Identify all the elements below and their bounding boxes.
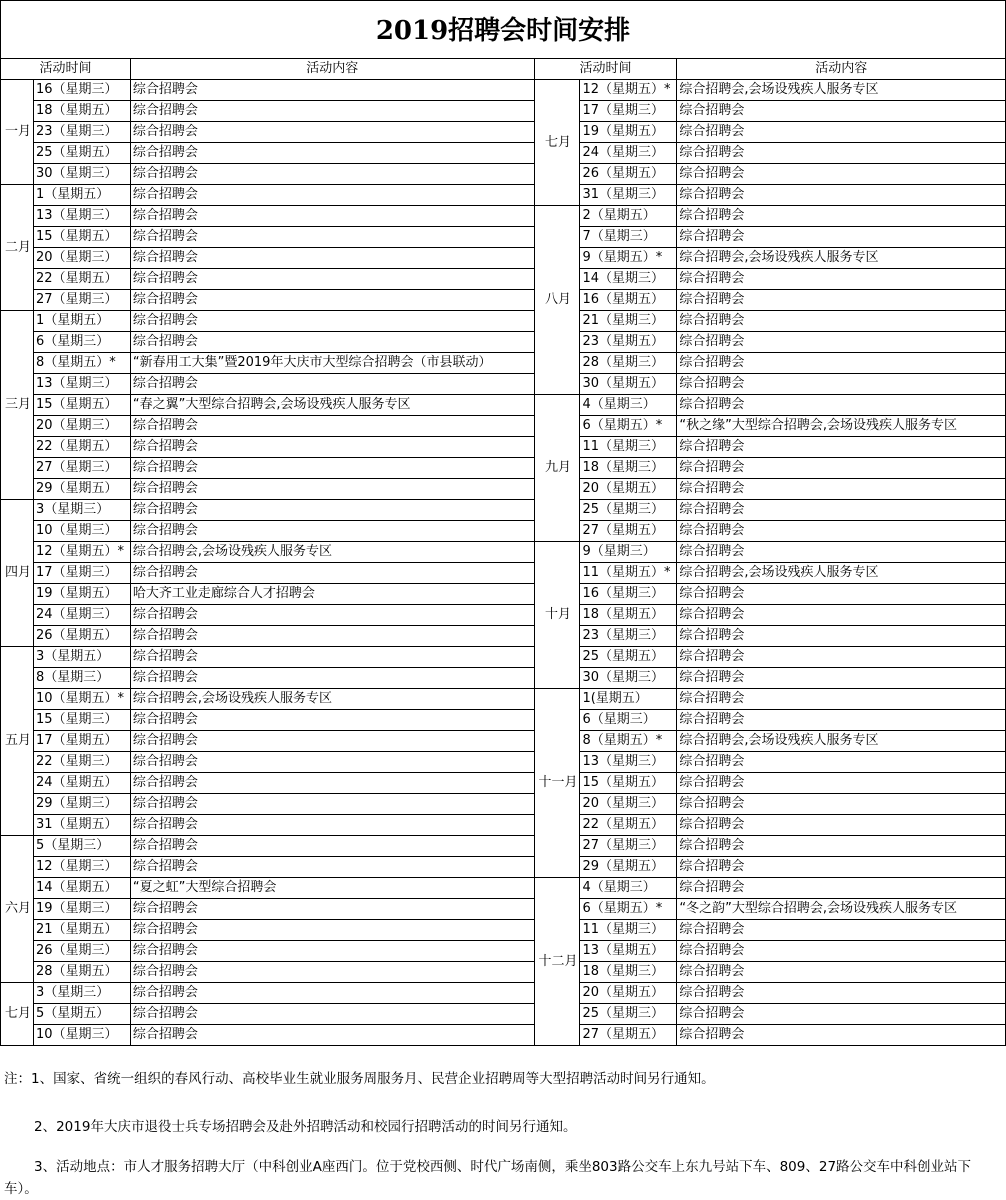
content-cell-right: 综合招聘会 [677, 437, 1006, 458]
date-cell-right: 14（星期三） [580, 269, 677, 290]
date-cell-left: 10（星期三） [33, 1025, 130, 1046]
content-cell-right: 综合招聘会 [677, 500, 1006, 521]
table-row [1, 899, 1006, 920]
content-cell-right: 综合招聘会 [677, 815, 1006, 836]
content-cell-left: 综合招聘会 [130, 80, 534, 101]
table-row [1, 1004, 1006, 1025]
content-cell-left: 综合招聘会 [130, 983, 534, 1004]
content-cell-left: 综合招聘会,会场设残疾人服务专区 [130, 689, 534, 710]
date-cell-left: 20（星期三） [33, 416, 130, 437]
table-row [1, 353, 1006, 374]
content-cell-left: 综合招聘会 [130, 794, 534, 815]
table-row [1, 542, 1006, 563]
month-cell-left: 六月 [1, 836, 34, 983]
date-cell-right: 26（星期五） [580, 164, 677, 185]
content-cell-left: 综合招聘会 [130, 920, 534, 941]
content-cell-right: 综合招聘会 [677, 920, 1006, 941]
table-row [1, 101, 1006, 122]
content-cell-right: 综合招聘会 [677, 311, 1006, 332]
content-cell-right: 综合招聘会 [677, 962, 1006, 983]
content-cell-left: 综合招聘会 [130, 626, 534, 647]
content-cell-left: 综合招聘会 [130, 206, 534, 227]
date-cell-left: 30（星期三） [33, 164, 130, 185]
date-cell-left: 8（星期三） [33, 668, 130, 689]
date-cell-left: 26（星期三） [33, 941, 130, 962]
content-cell-right: 综合招聘会,会场设残疾人服务专区 [677, 563, 1006, 584]
date-cell-left: 22（星期五） [33, 437, 130, 458]
content-cell-right: 综合招聘会 [677, 605, 1006, 626]
date-cell-right: 2（星期五） [580, 206, 677, 227]
content-cell-right: 综合招聘会 [677, 164, 1006, 185]
month-cell-right: 九月 [534, 395, 580, 542]
date-cell-right: 18（星期三） [580, 962, 677, 983]
date-cell-right: 19（星期五） [580, 122, 677, 143]
month-cell-left: 五月 [1, 647, 34, 836]
date-cell-right: 9（星期三） [580, 542, 677, 563]
content-cell-right: 综合招聘会 [677, 143, 1006, 164]
month-cell-right: 七月 [534, 80, 580, 206]
date-cell-right: 23（星期五） [580, 332, 677, 353]
content-cell-right: 综合招聘会 [677, 689, 1006, 710]
content-cell-left: 综合招聘会 [130, 836, 534, 857]
date-cell-right: 18（星期五） [580, 605, 677, 626]
date-cell-right: 11（星期三） [580, 920, 677, 941]
date-cell-right: 16（星期三） [580, 584, 677, 605]
date-cell-left: 15（星期五） [33, 395, 130, 416]
table-row [1, 815, 1006, 836]
content-cell-right: 综合招聘会 [677, 122, 1006, 143]
date-cell-right: 6（星期三） [580, 710, 677, 731]
date-cell-right: 27（星期五） [580, 1025, 677, 1046]
month-cell-right: 十二月 [534, 878, 580, 1046]
table-row [1, 794, 1006, 815]
table-row [1, 479, 1006, 500]
content-cell-right: 综合招聘会 [677, 1004, 1006, 1025]
table-row [1, 731, 1006, 752]
content-cell-left: 综合招聘会 [130, 563, 534, 584]
table-row [1, 521, 1006, 542]
date-cell-left: 10（星期五）* [33, 689, 130, 710]
date-cell-right: 29（星期五） [580, 857, 677, 878]
page-title: 2019招聘会时间安排 [375, 16, 631, 46]
date-cell-left: 8（星期五）* [33, 353, 130, 374]
month-cell-left: 二月 [1, 185, 34, 311]
content-cell-left: “春之翼”大型综合招聘会,会场设残疾人服务专区 [130, 395, 534, 416]
content-cell-right: 综合招聘会 [677, 479, 1006, 500]
date-cell-right: 13（星期五） [580, 941, 677, 962]
date-cell-left: 13（星期三） [33, 206, 130, 227]
date-cell-left: 20（星期三） [33, 248, 130, 269]
content-cell-left: 综合招聘会 [130, 374, 534, 395]
content-cell-right: 综合招聘会 [677, 626, 1006, 647]
date-cell-left: 31（星期五） [33, 815, 130, 836]
content-cell-left: 综合招聘会 [130, 1004, 534, 1025]
date-cell-left: 24（星期五） [33, 773, 130, 794]
table-row [1, 416, 1006, 437]
content-cell-right: 综合招聘会,会场设残疾人服务专区 [677, 80, 1006, 101]
date-cell-right: 7（星期三） [580, 227, 677, 248]
content-cell-right: 综合招聘会 [677, 353, 1006, 374]
date-cell-left: 22（星期五） [33, 269, 130, 290]
note-2: 2、2019年大庆市退役士兵专场招聘会及赴外招聘活动和校园行招聘活动的时间另行通知。 [34, 1119, 577, 1135]
month-cell-right: 八月 [534, 206, 580, 395]
date-cell-left: 28（星期五） [33, 962, 130, 983]
content-cell-right: 综合招聘会 [677, 101, 1006, 122]
date-cell-right: 21（星期三） [580, 311, 677, 332]
content-cell-right: 综合招聘会 [677, 1025, 1006, 1046]
table-row [1, 941, 1006, 962]
table-row [1, 710, 1006, 731]
content-cell-right: 综合招聘会 [677, 941, 1006, 962]
content-cell-right: 综合招聘会 [677, 374, 1006, 395]
table-row [1, 983, 1006, 1004]
date-cell-left: 21（星期五） [33, 920, 130, 941]
month-cell-left: 一月 [1, 80, 34, 185]
date-cell-right: 1(星期五） [580, 689, 677, 710]
content-cell-right: “冬之韵”大型综合招聘会,会场设残疾人服务专区 [677, 899, 1006, 920]
table-row [1, 206, 1006, 227]
content-cell-right: 综合招聘会 [677, 857, 1006, 878]
table-row [1, 122, 1006, 143]
date-cell-left: 12（星期五）* [33, 542, 130, 563]
date-cell-right: 30（星期三） [580, 668, 677, 689]
date-cell-left: 19（星期五） [33, 584, 130, 605]
content-cell-left: 综合招聘会 [130, 227, 534, 248]
date-cell-right: 16（星期五） [580, 290, 677, 311]
date-cell-left: 22（星期三） [33, 752, 130, 773]
date-cell-right: 4（星期三） [580, 878, 677, 899]
month-cell-left: 四月 [1, 500, 34, 647]
content-cell-right: 综合招聘会 [677, 395, 1006, 416]
month-cell-right: 十月 [534, 542, 580, 689]
content-cell-left: 综合招聘会 [130, 416, 534, 437]
content-cell-right: 综合招聘会 [677, 794, 1006, 815]
schedule-table [0, 58, 1006, 1046]
content-cell-right: 综合招聘会 [677, 542, 1006, 563]
date-cell-left: 18（星期五） [33, 101, 130, 122]
content-cell-left: 综合招聘会 [130, 290, 534, 311]
header-time-right: 活动时间 [534, 59, 677, 80]
date-cell-left: 16（星期三） [33, 80, 130, 101]
content-cell-left: 综合招聘会 [130, 101, 534, 122]
content-cell-left: 综合招聘会 [130, 605, 534, 626]
date-cell-right: 27（星期五） [580, 521, 677, 542]
content-cell-right: 综合招聘会 [677, 584, 1006, 605]
date-cell-left: 14（星期五） [33, 878, 130, 899]
content-cell-left: 综合招聘会 [130, 815, 534, 836]
date-cell-left: 27（星期三） [33, 290, 130, 311]
date-cell-left: 3（星期三） [33, 983, 130, 1004]
content-cell-right: 综合招聘会 [677, 710, 1006, 731]
content-cell-left: 综合招聘会 [130, 857, 534, 878]
date-cell-left: 15（星期三） [33, 710, 130, 731]
content-cell-left: 综合招聘会 [130, 899, 534, 920]
content-cell-left: 综合招聘会,会场设残疾人服务专区 [130, 542, 534, 563]
date-cell-left: 3（星期五） [33, 647, 130, 668]
content-cell-right: 综合招聘会 [677, 521, 1006, 542]
date-cell-right: 20（星期三） [580, 794, 677, 815]
date-cell-right: 20（星期五） [580, 983, 677, 1004]
date-cell-right: 9（星期五）* [580, 248, 677, 269]
content-cell-right: “秋之缘”大型综合招聘会,会场设残疾人服务专区 [677, 416, 1006, 437]
table-row [1, 836, 1006, 857]
date-cell-right: 13（星期三） [580, 752, 677, 773]
date-cell-right: 24（星期三） [580, 143, 677, 164]
date-cell-left: 29（星期三） [33, 794, 130, 815]
date-cell-right: 12（星期五）* [580, 80, 677, 101]
date-cell-right: 18（星期三） [580, 458, 677, 479]
content-cell-left: 综合招聘会 [130, 458, 534, 479]
month-cell-left: 三月 [1, 311, 34, 500]
content-cell-left: 综合招聘会 [130, 941, 534, 962]
content-cell-left: 综合招聘会 [130, 479, 534, 500]
table-row [1, 962, 1006, 983]
table-row [1, 626, 1006, 647]
header-content-left: 活动内容 [130, 59, 534, 80]
table-row [1, 605, 1006, 626]
table-row [1, 311, 1006, 332]
table-row [1, 332, 1006, 353]
content-cell-left: 综合招聘会 [130, 122, 534, 143]
content-cell-left: 综合招聘会 [130, 521, 534, 542]
date-cell-right: 30（星期五） [580, 374, 677, 395]
date-cell-right: 6（星期五）* [580, 416, 677, 437]
table-header-row [1, 59, 1006, 80]
content-cell-right: 综合招聘会,会场设残疾人服务专区 [677, 248, 1006, 269]
date-cell-right: 11（星期五）* [580, 563, 677, 584]
date-cell-right: 28（星期三） [580, 353, 677, 374]
date-cell-right: 17（星期三） [580, 101, 677, 122]
content-cell-right: 综合招聘会 [677, 185, 1006, 206]
content-cell-left: 综合招聘会 [130, 143, 534, 164]
date-cell-left: 23（星期三） [33, 122, 130, 143]
date-cell-right: 6（星期五）* [580, 899, 677, 920]
date-cell-right: 25（星期三） [580, 500, 677, 521]
table-row [1, 689, 1006, 710]
content-cell-left: 综合招聘会 [130, 962, 534, 983]
date-cell-right: 25（星期三） [580, 1004, 677, 1025]
note-1: 注：1、国家、省统一组织的春风行动、高校毕业生就业服务周服务月、民营企业招聘周等大型招聘活动时间另行通知。 [4, 1071, 715, 1087]
table-row [1, 185, 1006, 206]
date-cell-right: 23（星期三） [580, 626, 677, 647]
content-cell-right: 综合招聘会 [677, 878, 1006, 899]
content-cell-right: 综合招聘会 [677, 647, 1006, 668]
content-cell-right: 综合招聘会 [677, 227, 1006, 248]
date-cell-left: 5（星期三） [33, 836, 130, 857]
date-cell-right: 31（星期三） [580, 185, 677, 206]
content-cell-right: 综合招聘会 [677, 458, 1006, 479]
date-cell-left: 1（星期五） [33, 311, 130, 332]
table-row [1, 920, 1006, 941]
date-cell-left: 17（星期三） [33, 563, 130, 584]
content-cell-left: “夏之虹”大型综合招聘会 [130, 878, 534, 899]
date-cell-right: 20（星期五） [580, 479, 677, 500]
date-cell-right: 8（星期五）* [580, 731, 677, 752]
date-cell-left: 12（星期三） [33, 857, 130, 878]
table-row [1, 647, 1006, 668]
content-cell-right: 综合招聘会 [677, 836, 1006, 857]
date-cell-left: 13（星期三） [33, 374, 130, 395]
date-cell-left: 25（星期五） [33, 143, 130, 164]
content-cell-left: “新春用工大集”暨2019年大庆市大型综合招聘会（市县联动） [130, 353, 534, 374]
date-cell-right: 11（星期三） [580, 437, 677, 458]
table-row [1, 500, 1006, 521]
date-cell-left: 3（星期三） [33, 500, 130, 521]
content-cell-right: 综合招聘会 [677, 773, 1006, 794]
content-cell-right: 综合招聘会 [677, 290, 1006, 311]
content-cell-left: 综合招聘会 [130, 437, 534, 458]
table-row [1, 164, 1006, 185]
date-cell-left: 24（星期三） [33, 605, 130, 626]
date-cell-left: 6（星期三） [33, 332, 130, 353]
content-cell-left: 综合招聘会 [130, 710, 534, 731]
content-cell-right: 综合招聘会 [677, 269, 1006, 290]
content-cell-right: 综合招聘会 [677, 668, 1006, 689]
date-cell-right: 22（星期五） [580, 815, 677, 836]
note-3: 3、活动地点：市人才服务招聘大厅（中科创业A座西门。位于党校西侧、时代广场南侧，乘坐803路公交车上东九号站下车、809、27路公交车中科创业站下车）。 [4, 1159, 972, 1197]
date-cell-left: 19（星期三） [33, 899, 130, 920]
month-cell-right: 十一月 [534, 689, 580, 878]
table-row [1, 857, 1006, 878]
content-cell-right: 综合招聘会 [677, 983, 1006, 1004]
date-cell-left: 26（星期五） [33, 626, 130, 647]
table-row [1, 563, 1006, 584]
date-cell-left: 15（星期五） [33, 227, 130, 248]
content-cell-right: 综合招聘会 [677, 332, 1006, 353]
table-row [1, 227, 1006, 248]
content-cell-left: 综合招聘会 [130, 647, 534, 668]
content-cell-left: 综合招聘会 [130, 752, 534, 773]
table-row [1, 773, 1006, 794]
table-row [1, 395, 1006, 416]
content-cell-left: 综合招聘会 [130, 185, 534, 206]
date-cell-left: 29（星期五） [33, 479, 130, 500]
table-row [1, 1025, 1006, 1046]
content-cell-right: 综合招聘会 [677, 752, 1006, 773]
date-cell-left: 17（星期五） [33, 731, 130, 752]
table-row [1, 668, 1006, 689]
date-cell-left: 10（星期三） [33, 521, 130, 542]
content-cell-left: 综合招聘会 [130, 164, 534, 185]
table-row [1, 584, 1006, 605]
content-cell-left: 综合招聘会 [130, 668, 534, 689]
table-row [1, 458, 1006, 479]
date-cell-right: 27（星期三） [580, 836, 677, 857]
content-cell-left: 综合招聘会 [130, 332, 534, 353]
content-cell-left: 综合招聘会 [130, 1025, 534, 1046]
content-cell-left: 综合招聘会 [130, 248, 534, 269]
content-cell-left: 综合招聘会 [130, 269, 534, 290]
content-cell-right: 综合招聘会 [677, 206, 1006, 227]
date-cell-right: 15（星期五） [580, 773, 677, 794]
date-cell-left: 1（星期五） [33, 185, 130, 206]
table-row [1, 80, 1006, 101]
table-row [1, 437, 1006, 458]
table-row [1, 374, 1006, 395]
date-cell-left: 27（星期三） [33, 458, 130, 479]
date-cell-right: 4（星期三） [580, 395, 677, 416]
content-cell-left: 综合招聘会 [130, 500, 534, 521]
table-row [1, 248, 1006, 269]
header-time-left: 活动时间 [1, 59, 131, 80]
date-cell-right: 25（星期五） [580, 647, 677, 668]
date-cell-left: 5（星期五） [33, 1004, 130, 1025]
table-row [1, 878, 1006, 899]
content-cell-right: 综合招聘会,会场设残疾人服务专区 [677, 731, 1006, 752]
table-row [1, 752, 1006, 773]
content-cell-left: 综合招聘会 [130, 731, 534, 752]
table-row [1, 290, 1006, 311]
content-cell-left: 综合招聘会 [130, 311, 534, 332]
content-cell-left: 综合招聘会 [130, 773, 534, 794]
content-cell-left: 哈大齐工业走廊综合人才招聘会 [130, 584, 534, 605]
header-content-right: 活动内容 [677, 59, 1006, 80]
table-row [1, 269, 1006, 290]
month-cell-left: 七月 [1, 983, 34, 1046]
table-row [1, 143, 1006, 164]
